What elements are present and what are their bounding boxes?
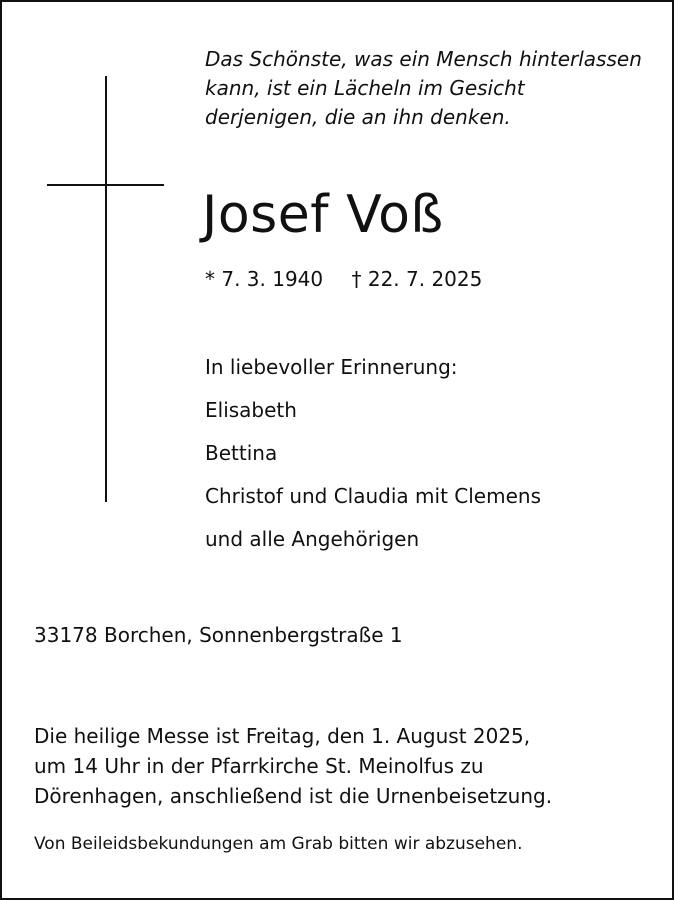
quote-line: kann, ist ein Lächeln im Gesicht — [205, 76, 525, 100]
mourners-heading: In liebevoller Erinnerung: — [205, 355, 458, 379]
mourner-name: Bettina — [205, 441, 278, 465]
death-date: † 22. 7. 2025 — [351, 267, 483, 291]
family-address: 33178 Borchen, Sonnenbergstraße 1 — [34, 623, 403, 647]
funeral-service-info — [34, 721, 552, 811]
mourners-list — [205, 353, 541, 568]
mourner-name: Elisabeth — [205, 398, 297, 422]
deceased-name: Josef Voß — [202, 185, 444, 245]
memorial-quote — [205, 45, 645, 132]
quote-line: Das Schönste, was ein Mensch hinterlassen — [205, 47, 642, 71]
cross-icon-horizontal-bar — [47, 184, 164, 186]
mourner-name: und alle Angehörigen — [205, 527, 420, 551]
service-line: Die heilige Messe ist Freitag, den 1. August 2025, — [34, 724, 531, 748]
service-line: Dörenhagen, anschließend ist die Urnenbeisetzung. — [34, 784, 553, 808]
cross-icon-vertical-bar — [105, 76, 107, 502]
service-line: um 14 Uhr in der Pfarrkirche St. Meinolfus zu — [34, 754, 484, 778]
life-dates — [205, 264, 482, 294]
mourner-name: Christof und Claudia mit Clemens — [205, 484, 541, 508]
quote-line: derjenigen, die an ihn denken. — [205, 105, 511, 129]
condolence-note: Von Beileidsbekundungen am Grab bitten wir abzusehen. — [34, 834, 523, 854]
birth-date: * 7. 3. 1940 — [205, 267, 324, 291]
